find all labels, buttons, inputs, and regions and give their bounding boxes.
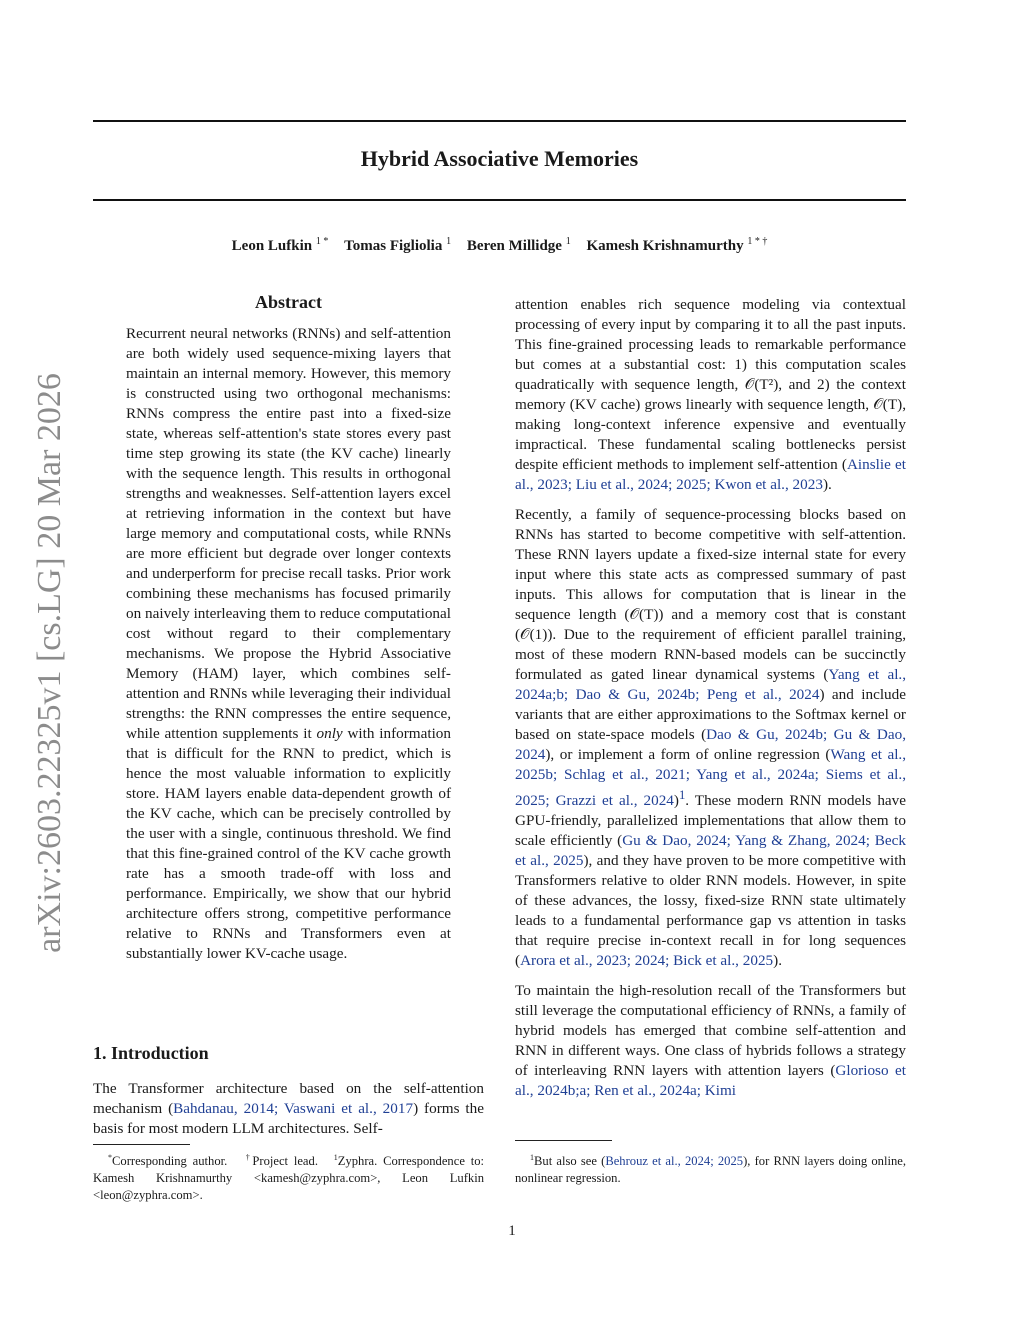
author: Tomas Figliolia $^1$ [344, 236, 452, 254]
abstract-heading: Abstract [255, 292, 322, 312]
footnote-right: $^1$But also see (Behrouz et al., 2024; 2025), for RNN layers doing online, nonlinear regression. [515, 1153, 907, 1186]
citation-link[interactable]: Dao & Gu, 2024b; Gu & Dao, 2024 [515, 726, 907, 763]
paragraph: To maintain the high-resolution recall of the Transformers but still leverage the computational efficiency of RNNs, a family of hybrid models has emerged that combine self-attention and RNN in different ways. One class of hybrids follows a strategy of interleaving RNN layers with attention layers (Glorioso et al., 2024b;a; Ren et al., 2024a; Kimi [515, 982, 906, 1100]
footnote-mark[interactable]: 1 [678, 788, 686, 802]
arxiv-stamp: arXiv:2603.22325v1 [cs.LG] 20 Mar 2026 [31, 373, 68, 953]
title-bottom-rule [93, 199, 906, 201]
author: Kamesh Krishnamurthy $^{1 * \dagger}$ [586, 236, 768, 254]
citation-link[interactable]: Behrouz et al., 2024; 2025 [605, 1154, 744, 1169]
title-top-rule [93, 120, 906, 122]
emphasis: only [316, 725, 343, 742]
author: Leon Lufkin $^{1 *}$ [231, 236, 329, 254]
right-column [515, 295, 906, 1111]
paragraph: Recently, a family of sequence-processing blocks based on RNNs has started to become competitive with self-attention. These RNN layers update a fixed-size internal state for every input where this state acts as compressed summary of past inputs. This allows for computation that is linear in the sequence length (𝒪(T)) and a memory cost that is constant (𝒪(1)). Due to the requirement of efficient parallel training, most of these modern RNN-based models can be succinctly formulated as gated linear dynamical systems (Yang et al., 2024a;b; Dao & Gu, 2024b; Peng et al., 2024) and include variants that are either approximations to the Softmax kernel or based on state-space models (Dao & Gu, 2024b; Gu & Dao, 2024), or implement a form of online regression (Wang et al., 2025b; Schlag et al., 2021; Yang et al., 2024a; Siems et al., 2025; Grazzi et al., 2024)$^1$. These modern RNN models have GPU-friendly, parallelized implementations that allow them to scale efficiently (Gu & Dao, 2024; Yang & Zhang, 2024; Beck et al., 2025), and they have proven to be more competitive with Transformers relative to older RNN models. However, in spite of these advances, the lossy, fixed-size RNN state ultimately leads to a fundamental performance gap vs attention in tasks that require precise in-context recall in for long sequences (Arora et al., 2023; 2024; Bick et al., 2025). [515, 506, 907, 970]
page-number: 1 [508, 1223, 516, 1239]
intro-heading: 1. Introduction [93, 1043, 209, 1063]
footnote-left: *Corresponding author. †Project lead. $^1$Zyphra. Correspondence to: Kamesh Krishnamurthy <kamesh@zyphra.com>, Leon Lufkin <leon@zyphra.com>. [93, 1153, 484, 1203]
footnote-rule-right [515, 1140, 612, 1141]
citation-link[interactable]: Gu & Dao, 2024; Yang & Zhang, 2024; Beck et al., 2025 [515, 832, 906, 870]
footnote-rule-left [93, 1144, 190, 1145]
paragraph: attention enables rich sequence modeling via contextual processing of every input by comparing it to all the past inputs. This fine-grained processing leads to remarkable performance but comes at a substantial cost: 1) this computation scales quadratically with sequence length, 𝒪(T²), and 2) the context memory (KV cache) grows linearly with sequence length, 𝒪(T), making long-context inference expensive and eventually impractical. These fundamental scaling bottlenecks persist despite efficient methods to implement self-attention (Ainslie et al., 2023; Liu et al., 2024; 2025; Kwon et al., 2023). [515, 296, 906, 493]
citation-link[interactable]: Bahdanau, 2014; Vaswani et al., 2017 [173, 1100, 414, 1117]
citation-link[interactable]: Glorioso et al., 2024b;a; Ren et al., 2024a; Kimi [515, 1062, 906, 1100]
citation-link[interactable]: Ainslie et al., 2023; Liu et al., 2024; 2025; Kwon et al., 2023 [515, 456, 906, 493]
intro-paragraph: The Transformer architecture based on the self-attention mechanism (Bahdanau, 2014; Vaswani et al., 2017) forms the basis for most modern LLM architectures. Self- [93, 1080, 484, 1137]
citation-link[interactable]: Yang et al., 2024a;b; Dao & Gu, 2024b; Peng et al., 2024 [515, 666, 907, 703]
citation-link[interactable]: Arora et al., 2023; 2024; Bick et al., 2025 [520, 952, 774, 970]
citation-link[interactable]: Wang et al., 2025b; Schlag et al., 2021; Yang et al., 2024a; Siems et al., 2025; Grazzi et al., 2024 [515, 746, 907, 810]
author-list [93, 236, 906, 255]
author: Beren Millidge $^1$ [466, 236, 571, 254]
paper-title: Hybrid Associative Memories [360, 146, 639, 171]
abstract-text: Recurrent neural networks (RNNs) and self-attention are both widely used sequence-mixing layers that maintain an internal memory. However, this memory is constructed using two orthogonal mechanisms: RNNs compress the entire past into a fixed-size state, whereas self-attention's state stores every past time step growing its state (the KV cache) linearly with the sequence length. This results in orthogonal strengths and weaknesses. Self-attention layers excel at retrieving information in the context but have large memory and computational costs, while RNNs are more efficient but degrade over longer contexts and underperform for precise recall tasks. Prior work combining these mechanisms has focused primarily on naively interleaving them to reduce computational cost without regard to their complementary mechanisms. We propose the Hybrid Associative Memory (HAM) layer, which combines self-attention and RNNs while leveraging their individual strengths: the RNN compresses the entire sequence, while attention supplements it only with information that is difficult for the RNN to predict, which is hence the most valuable information to explicitly store. HAM layers enable data-dependent growth of the KV cache, which can be precisely controlled by the user with a single, continuous threshold. We find that this fine-grained control of the KV cache growth rate has a smooth trade-off with loss and performance. Empirically, we show that our hybrid architecture offers strong, competitive performance relative to RNNs and Transformers even at substantially lower KV-cache usage. [126, 325, 451, 962]
